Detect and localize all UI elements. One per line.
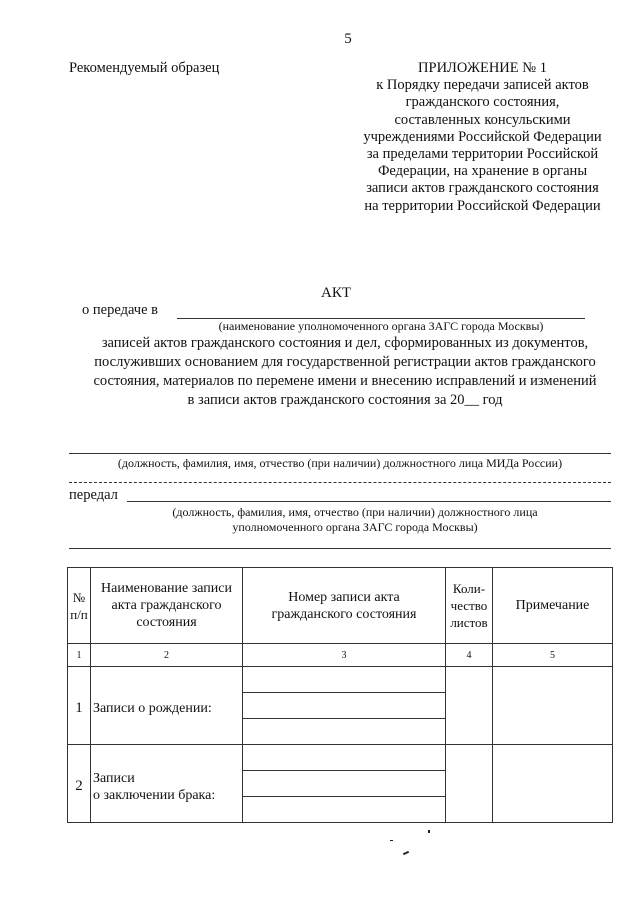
- row-record-name-text: Записи: [93, 770, 135, 786]
- scan-artifact: [390, 840, 393, 841]
- header-text: гражданского состояния: [271, 606, 417, 622]
- appendix-block: [355, 60, 610, 215]
- row-number: 2: [68, 745, 91, 823]
- header-text: п/п: [70, 606, 88, 622]
- zags-official-caption: [120, 505, 590, 535]
- appendix-title: ПРИЛОЖЕНИЕ № 1: [418, 60, 547, 76]
- sample-label: Рекомендуемый образец: [69, 60, 220, 76]
- header-text: акта гражданского: [111, 598, 222, 613]
- column-number: 2: [91, 644, 243, 667]
- mfa-official-signature-field[interactable]: [69, 453, 611, 454]
- appendix-line: Федерации, на хранение в органы: [377, 163, 588, 180]
- row-record-name: [91, 745, 243, 823]
- column-number: 4: [446, 644, 493, 667]
- header-text: чество: [450, 598, 488, 613]
- scan-artifact: [428, 830, 430, 833]
- record-number-field[interactable]: [243, 693, 445, 719]
- page-number: 5: [344, 31, 352, 47]
- act-body-line: в записи актов гражданского состояния за 20__ год: [187, 392, 503, 408]
- column-number: 5: [493, 644, 613, 667]
- divider-line: [69, 482, 611, 483]
- record-number-field[interactable]: [243, 719, 445, 745]
- row-record-numbers: [243, 745, 446, 823]
- record-number-field[interactable]: [243, 667, 445, 693]
- table-row: [68, 667, 613, 745]
- scan-artifact: [403, 851, 409, 855]
- header-text: листов: [450, 615, 488, 630]
- row-note-field[interactable]: [493, 667, 613, 745]
- appendix-line: составленных консульскими: [394, 111, 571, 128]
- appendix-line: учреждениями Российской Федерации: [363, 128, 602, 145]
- zags-official-signature-field[interactable]: [127, 501, 611, 502]
- appendix-line: записи актов гражданского состояния: [366, 180, 599, 197]
- zags-official-signature-continuation-field[interactable]: [69, 548, 611, 549]
- act-body-line: состояния, материалов по перемене имени и внесению исправлений и изменений: [93, 373, 597, 389]
- zags-caption-line: уполномоченного органа ЗАГС города Москвы): [232, 520, 478, 534]
- appendix-line: на территории Российской Федерации: [364, 197, 601, 214]
- header-sheet-count: [446, 568, 493, 644]
- mfa-official-caption: (должность, фамилия, имя, отчество (при наличии) должностного лица МИДа России): [117, 456, 563, 470]
- zags-caption-line: (должность, фамилия, имя, отчество (при наличии) должностного лица: [172, 505, 538, 519]
- column-number-row: [68, 644, 613, 667]
- row-record-name-text: о заключении брака:: [93, 787, 216, 803]
- header-text: Номер записи акта: [288, 589, 400, 605]
- header-text: №: [72, 589, 86, 605]
- column-number: 1: [68, 644, 91, 667]
- act-body-line: послуживших основанием для государственной регистрации актов гражданского: [94, 354, 596, 370]
- header-record-name: [91, 568, 243, 644]
- table-row: [68, 745, 613, 823]
- column-number: 3: [243, 644, 446, 667]
- row-note-field[interactable]: [493, 745, 613, 823]
- handed-label: передал: [69, 487, 118, 503]
- header-text: Наименование записи: [101, 581, 232, 596]
- header-text: состояния: [136, 615, 197, 630]
- header-record-number: [243, 568, 446, 644]
- appendix-line: гражданского состояния,: [405, 94, 560, 111]
- table-header-row: [68, 568, 613, 644]
- row-sheet-count-field[interactable]: [446, 745, 493, 823]
- header-note: [493, 568, 613, 644]
- records-table: [67, 567, 613, 823]
- row-record-numbers: [243, 667, 446, 745]
- act-title: АКТ: [321, 285, 351, 301]
- transfer-prefix: о передаче в: [82, 302, 158, 318]
- header-number: [68, 568, 91, 644]
- act-body-line: записей актов гражданского состояния и дел, сформированных из документов,: [101, 335, 589, 351]
- record-number-field[interactable]: [243, 745, 445, 771]
- record-number-field[interactable]: [243, 797, 445, 823]
- row-record-name-text: Записи о рождении:: [93, 701, 212, 716]
- row-record-name: [91, 667, 243, 745]
- appendix-line: за пределами территории Российской: [366, 146, 599, 163]
- transfer-caption: (наименование уполномоченного органа ЗАГС города Москвы): [218, 319, 544, 333]
- record-number-field[interactable]: [243, 771, 445, 797]
- header-text: Коли-: [452, 581, 486, 596]
- header-text: Примечание: [515, 598, 590, 613]
- appendix-line: к Порядку передачи записей актов: [376, 77, 589, 94]
- row-sheet-count-field[interactable]: [446, 667, 493, 745]
- row-number: 1: [68, 667, 91, 745]
- act-body: [60, 334, 630, 410]
